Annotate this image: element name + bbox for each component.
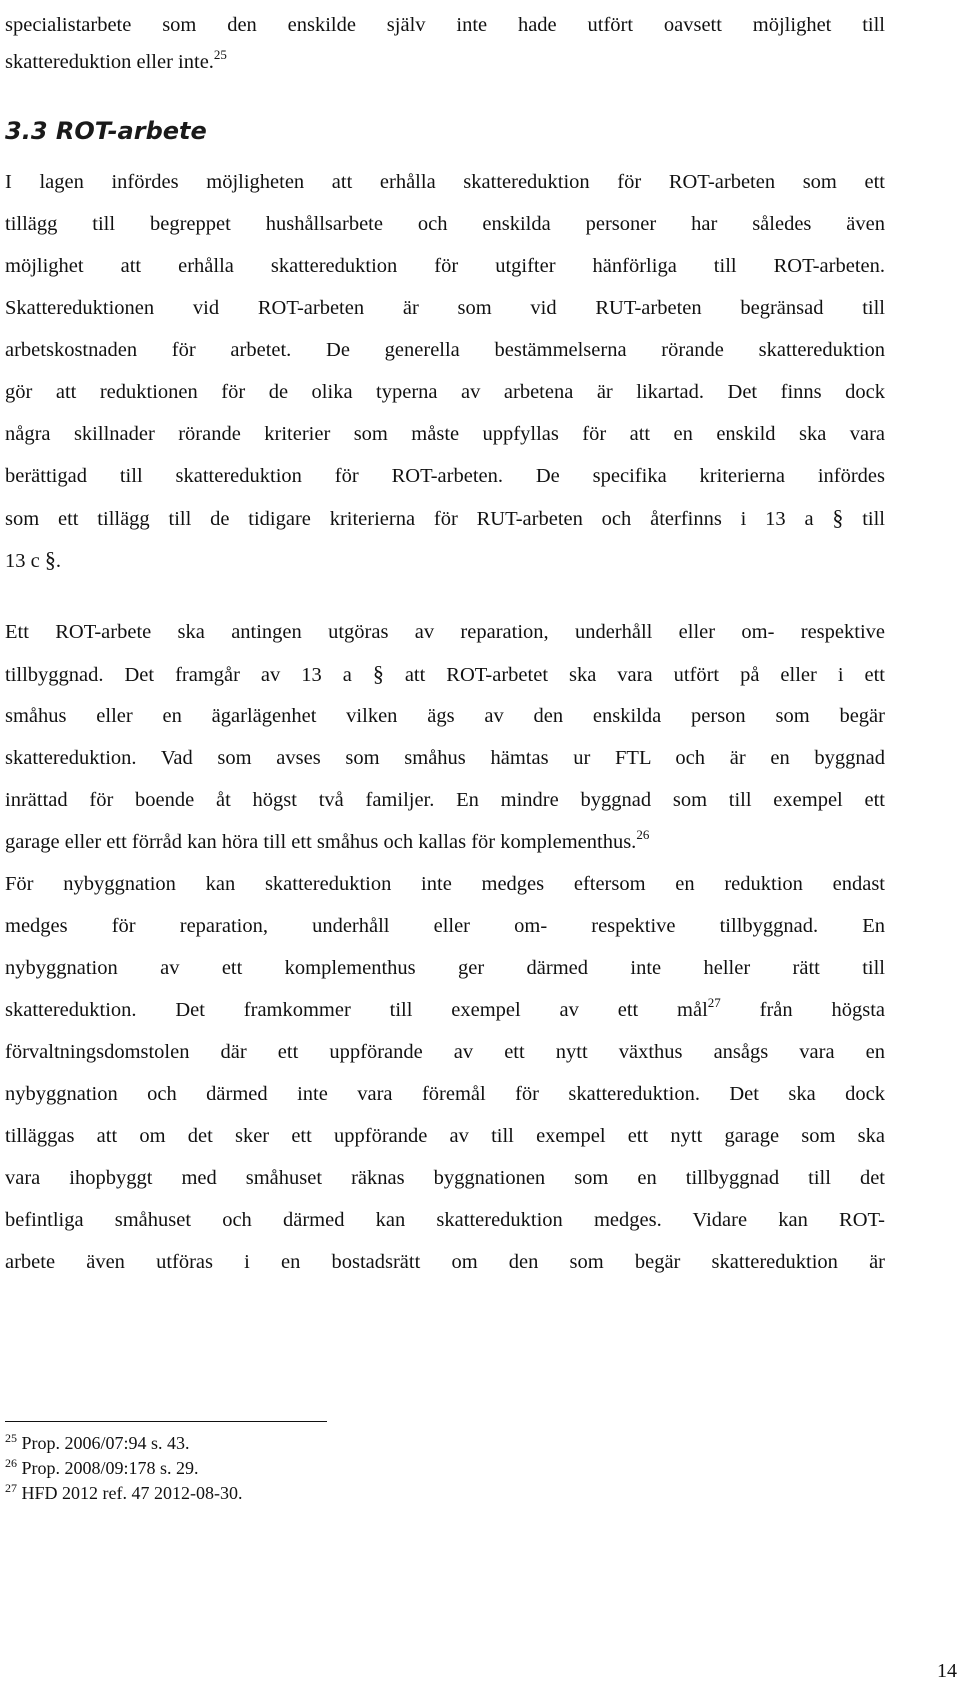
- paragraph-line: medges för reparation, underhåll eller om- respektive tillbyggnad. En: [5, 915, 885, 937]
- paragraph-line: tillägg till begreppet hushållsarbete och enskilda personer har således även: [5, 213, 885, 235]
- paragraph-line: inrättad för boende åt högst två familjer. En mindre byggnad som till exempel ett: [5, 789, 885, 811]
- paragraph-line: För nybyggnation kan skattereduktion inte medges eftersom en reduktion endast: [5, 873, 885, 895]
- footnote-text: Prop. 2008/09:178 s. 29.: [21, 1458, 199, 1478]
- footnote-number: 25: [5, 1431, 17, 1445]
- paragraph-line: berättigad till skattereduktion för ROT-arbeten. De specifika kriterierna infördes: [5, 465, 885, 487]
- paragraph-text: skattereduktion. Det framkommer till exempel av ett mål: [5, 999, 708, 1021]
- footnote-reference: 26: [636, 827, 650, 842]
- footnote: [5, 1432, 190, 1454]
- paragraph-line: småhus eller en ägarlägenhet vilken ägs av den enskilda person som begär: [5, 705, 885, 727]
- footnote-number: 26: [5, 1456, 17, 1470]
- footnote-number: 27: [5, 1481, 17, 1495]
- paragraph-text: 13 c: [5, 550, 40, 572]
- paragraph-line: [5, 662, 885, 687]
- footnote-reference: 27: [707, 995, 721, 1010]
- paragraph-line: vara ihopbyggt med småhuset räknas byggnationen som en tillbyggnad till det: [5, 1167, 885, 1189]
- paragraph-line: förvaltningsdomstolen där ett uppförande av ett nytt växthus ansågs vara en: [5, 1041, 885, 1063]
- footnote-separator: [5, 1421, 327, 1422]
- paragraph-sign: §: [372, 661, 384, 686]
- footnote-text: HFD 2012 ref. 47 2012-08-30.: [21, 1483, 243, 1503]
- paragraph-line: skattereduktion. Vad som avses som småhus hämtas ur FTL och är en byggnad: [5, 747, 885, 769]
- paragraph-line: [5, 827, 885, 854]
- paragraph-line: arbetskostnaden för arbetet. De generella bestämmelserna rörande skattereduktion: [5, 339, 885, 361]
- paragraph-text: att ROT-arbetet ska vara utfört på eller i ett: [404, 664, 885, 686]
- footnote: [5, 1457, 199, 1479]
- paragraph-line: nybyggnation av ett komplementhus ger därmed inte heller rätt till: [5, 957, 885, 979]
- section-heading: 3.3 ROT-arbete: [5, 117, 207, 145]
- paragraph-line: tilläggas att om det sker ett uppförande av till exempel ett nytt garage som ska: [5, 1125, 885, 1147]
- paragraph-text: som ett tillägg till de tidigare kriterierna för RUT-arbeten och återfinns i 13 a: [5, 508, 814, 530]
- intro-line-text: skattereduktion eller inte.: [5, 51, 214, 73]
- paragraph-text: till: [862, 508, 886, 530]
- paragraph-text: från högsta: [759, 999, 886, 1021]
- paragraph-line: Skattereduktionen vid ROT-arbeten är som vid RUT-arbeten begränsad till: [5, 297, 885, 319]
- paragraph-line: [5, 506, 885, 531]
- paragraph-sign: §: [44, 547, 56, 572]
- page-number: 14: [937, 1660, 957, 1682]
- paragraph-text: .: [55, 550, 61, 572]
- intro-line-last: [5, 47, 885, 74]
- paragraph-text: garage eller ett förråd kan höra till ett småhus och kallas för komplementhus.: [5, 831, 637, 853]
- paragraph-line: I lagen infördes möjligheten att erhålla skattereduktion för ROT-arbeten som ett: [5, 171, 885, 193]
- intro-line: specialistarbete som den enskilde själv inte hade utfört oavsett möjlighet till: [5, 14, 885, 36]
- paragraph-line: nybyggnation och därmed inte vara föremål för skattereduktion. Det ska dock: [5, 1083, 885, 1105]
- footnote-reference: 25: [213, 47, 227, 62]
- paragraph-line: Ett ROT-arbete ska antingen utgöras av reparation, underhåll eller om- respektive: [5, 621, 885, 643]
- paragraph-line: gör att reduktionen för de olika typerna av arbetena är likartad. Det finns dock: [5, 381, 885, 403]
- footnote-text: Prop. 2006/07:94 s. 43.: [21, 1433, 190, 1453]
- footnote: [5, 1482, 242, 1504]
- paragraph-line: arbete även utföras i en bostadsrätt om den som begär skattereduktion är: [5, 1251, 885, 1273]
- paragraph-line: möjlighet att erhålla skattereduktion för utgifter hänförliga till ROT-arbeten.: [5, 255, 885, 277]
- paragraph-line: befintliga småhuset och därmed kan skattereduktion medges. Vidare kan ROT-: [5, 1209, 885, 1231]
- paragraph-sign: §: [832, 505, 844, 530]
- paragraph-line: några skillnader rörande kriterier som måste uppfyllas för att en enskild ska vara: [5, 423, 885, 445]
- paragraph-line-last: [5, 548, 885, 573]
- paragraph-line: [5, 995, 886, 1022]
- paragraph-text: tillbyggnad. Det framgår av 13 a: [5, 664, 352, 686]
